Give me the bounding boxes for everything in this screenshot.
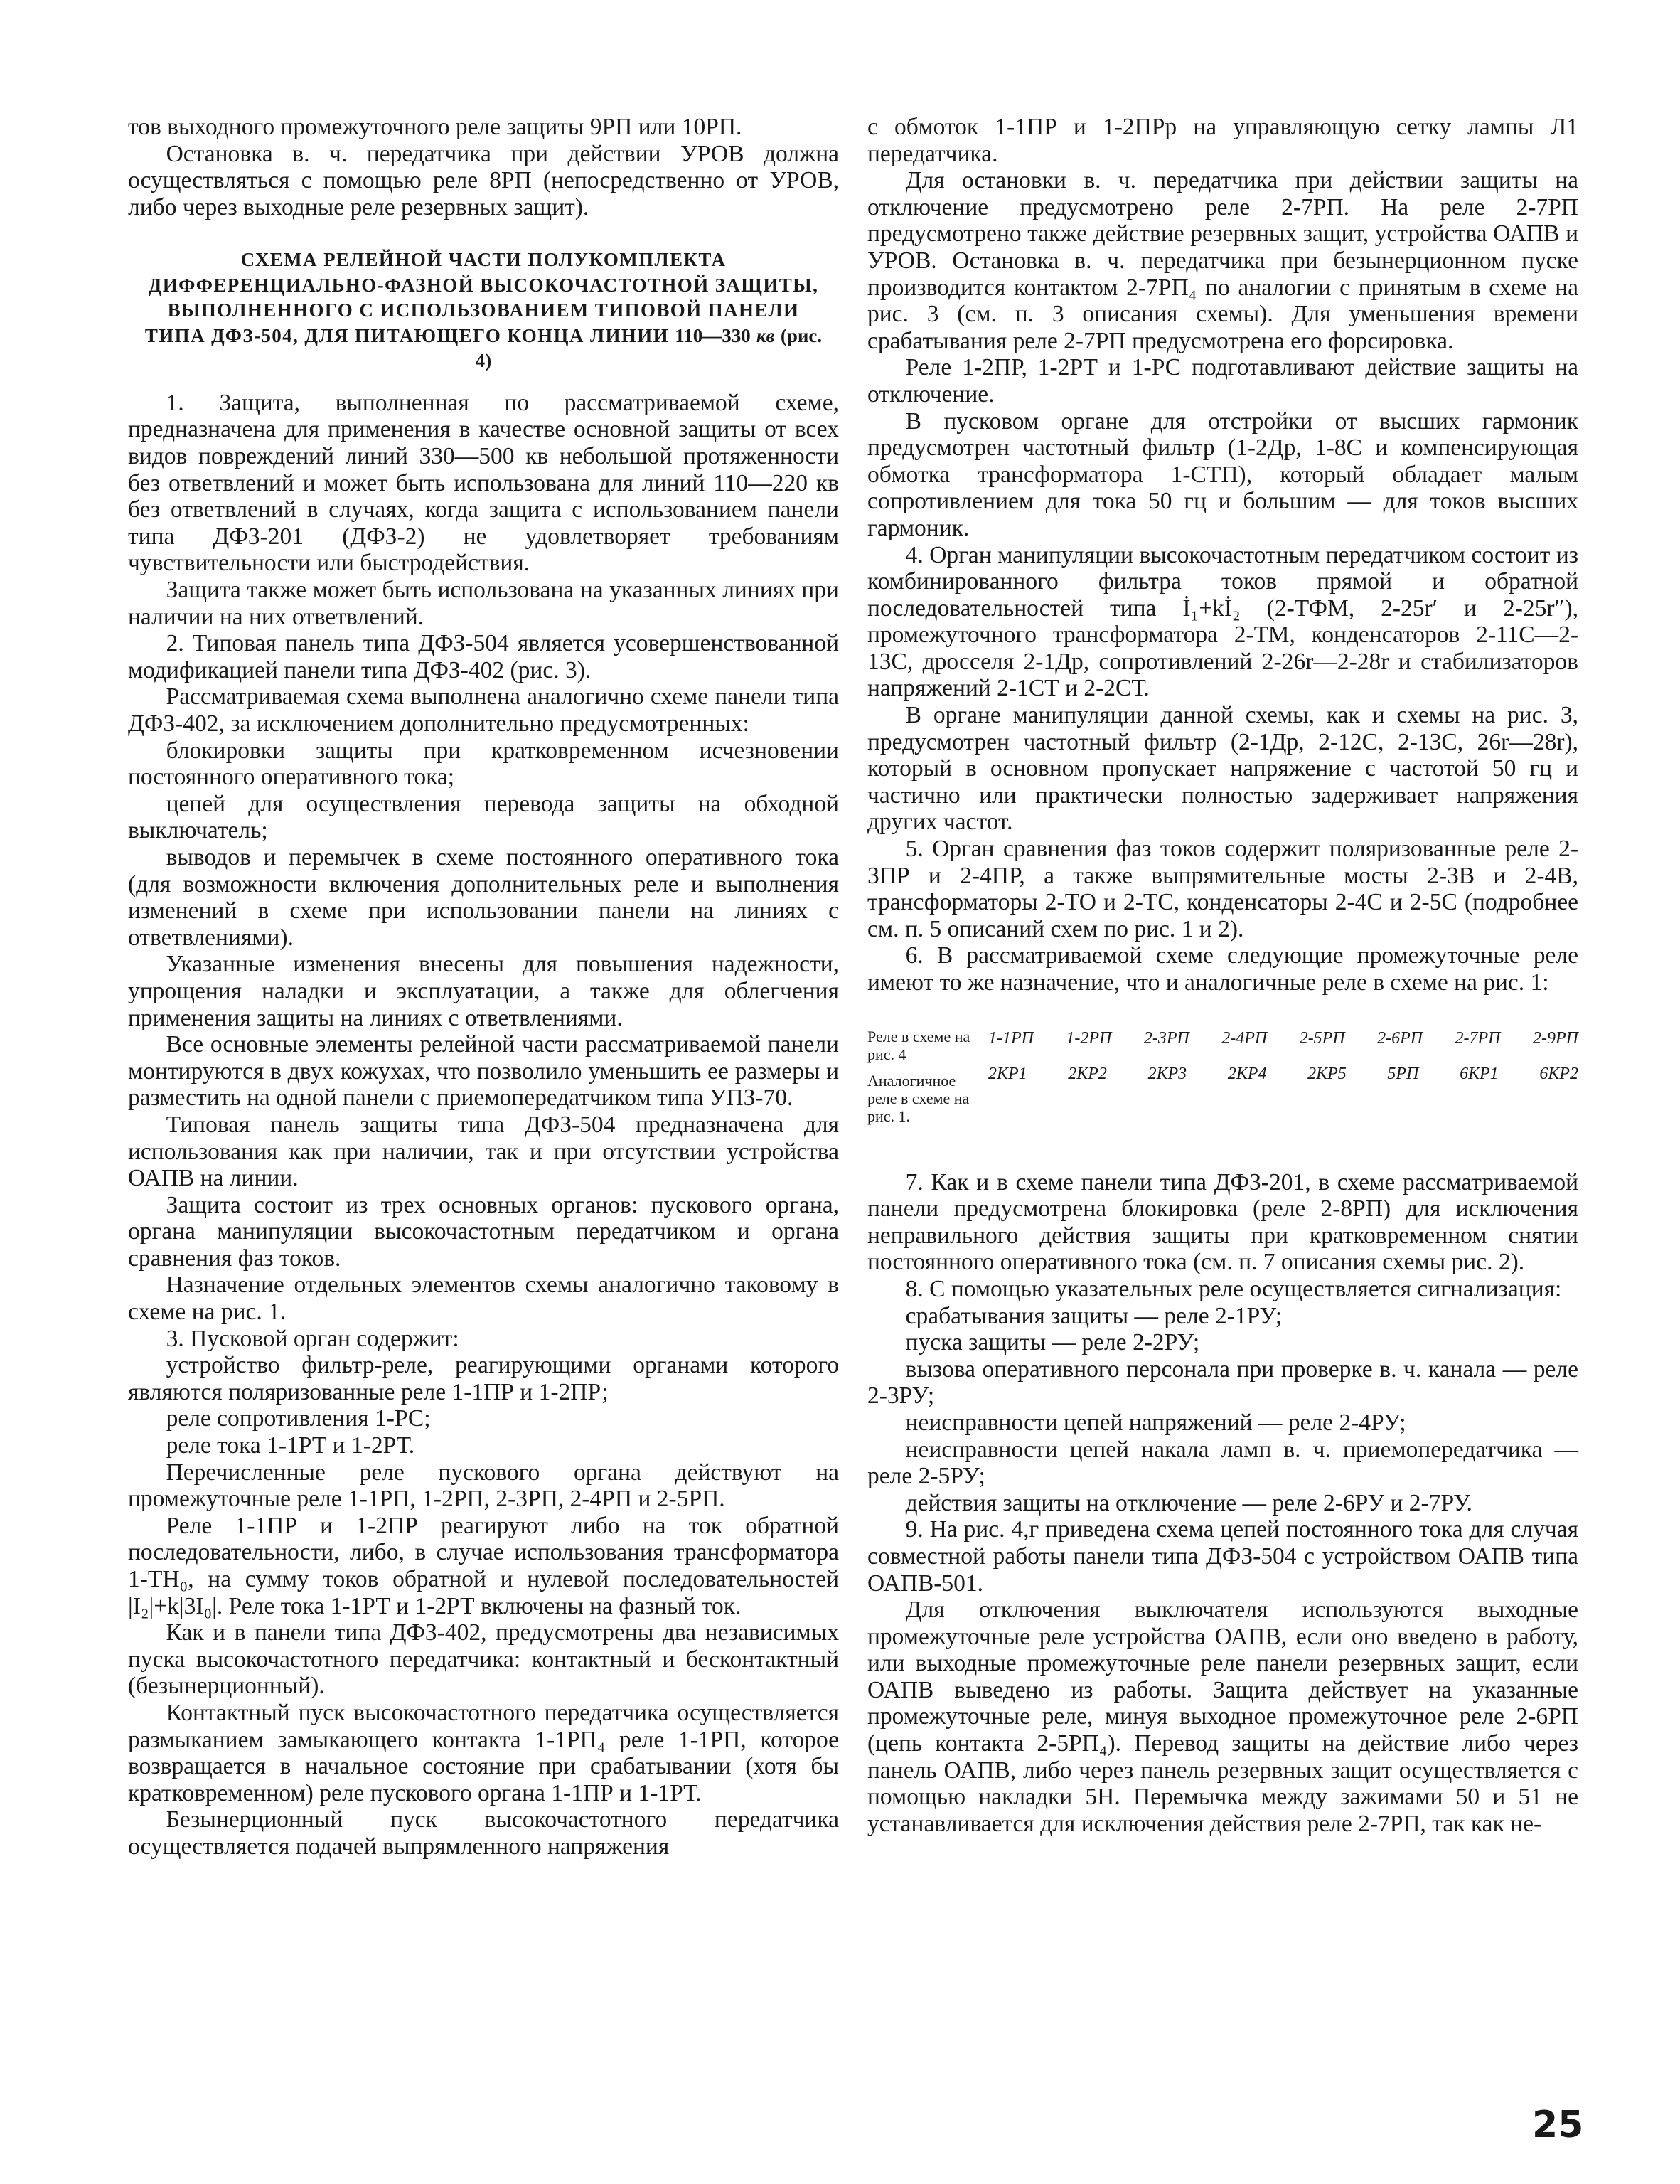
paragraph: Реле 1-2ПР, 1-2РТ и 1-РС подготавливают действие защиты на отключение. <box>867 354 1578 407</box>
list-item: реле тока 1-1РТ и 1-2РТ. <box>166 1432 415 1459</box>
paragraph: 5. Орган сравнения фаз токов содержит поляризованные реле 2-3ПР и 2-4ПР, а также выпрямительные мосты 2-3В и 2-4В, трансформаторы 2-ТО и 2-ТС, конденсаторы 2-4С и 2-5С (подробнее см. п. 5 описаний схем по рис. 1 и 2). <box>867 836 1578 942</box>
table-cell: 2КР5 <box>1307 1064 1347 1083</box>
paragraph: Для отключения выключателя используются выходные промежуточные реле устройства ОАПВ, если оно введено в работу, или выходные промежуточные реле панели резервных защит, если ОАПВ выведено из работы. Защита действует на указанные промежуточные реле, минуя выходное промежуточное реле 2-6РП (цепь контакта 2-5РП₄). Перевод защиты на действие либо через панель ОАПВ, либо через панель резервных защит осуществляется с помощью накладки 5Н. Перемычка между зажимами 50 и 51 не устанавливается для исключения действия реле 2-7РП, так как не- <box>867 1597 1578 1837</box>
paragraph: 1. Защита, выполненная по рассматриваемой схеме, предназначена для применения в качестве основной защиты от всех видов повреждений линий 330—500 кв небольшой протяженности без ответвлений и может быть использована для линий 110—220 кв без ответвлений в случаях, когда защита с использованием панели типа ДФЗ-201 (ДФЗ-2) не удовлетворяет требованиям чувствительности или быстродействия. <box>128 389 839 577</box>
table-cell: 2КР2 <box>1068 1064 1107 1083</box>
table-cell: 2КР4 <box>1227 1064 1267 1083</box>
list-item: срабатывания защиты — реле 2-1РУ; <box>905 1302 1283 1329</box>
list-item: блокировки защиты при кратковременном исчезновении постоянного оперативного тока; <box>128 737 839 791</box>
table-row-labels <box>867 1028 988 1134</box>
table-cell: 2КР1 <box>988 1064 1027 1083</box>
paragraph: 7. Как и в схеме панели типа ДФЗ-201, в схеме рассматриваемой панели предусмотрена блокировка (реле 2-8РП) для исключения неправильного действия защиты при кратковременном снятии постоянного оперативного тока (см. п. 7 описания схемы рис. 2). <box>867 1168 1578 1276</box>
paragraph: 6. В рассматриваемой схеме следующие промежуточные реле имеют то же назначение, что и аналогичные реле в схеме на рис. 1: <box>867 942 1578 996</box>
list-item: пуска защиты — реле 2-2РУ; <box>905 1329 1200 1356</box>
table-cell: 1-1РП <box>988 1028 1034 1048</box>
table-cell: 2-4РП <box>1221 1028 1268 1048</box>
right-column <box>867 114 1578 1837</box>
paragraph: Контактный пуск высокочастотного передатчика осуществляется размыканием замыкающего контакта 1-1РП₄ реле 1-1РП, которое возвращается в начальное состояние при срабатывании (хотя бы кратковременном) реле пускового органа 1-1ПР и 1-1РТ. <box>128 1699 839 1806</box>
paragraph: Остановка в. ч. передатчика при действии УРОВ должна осуществляться с помощью реле 8РП (непосредственно от УРОВ, либо через выходные реле резервных защит). <box>128 140 839 220</box>
section-heading-voltage: 110—330 <box>675 324 751 346</box>
table-cell: 1-2РП <box>1066 1028 1112 1048</box>
paragraph: Все основные элементы релейной части рассматриваемой панели монтируются в двух кожухах, что позволило уменьшить ее размеры и разместить на одной панели с приемопередатчиком типа УПЗ-70. <box>128 1031 839 1112</box>
paragraph: 2. Типовая панель типа ДФЗ-504 является усовершенствованной модификацией панели типа ДФЗ-402 (рис. 3). <box>128 630 839 683</box>
paragraph: 9. На рис. 4,г приведена схема цепей постоянного тока для случая совместной работы панели типа ДФЗ-504 с устройством ОАПВ типа ОАПВ-501. <box>867 1516 1578 1597</box>
list-item: действия защиты на отключение — реле 2-6РУ и 2-7РУ. <box>905 1489 1472 1516</box>
paragraph: Указанные изменения внесены для повышения надежности, упрощения наладки и эксплуатации, а также для облегчения применения защиты на линиях с ответвлениями. <box>128 951 839 1031</box>
paragraph: тов выходного промежуточного реле защиты 9РП или 10РП. <box>128 114 742 140</box>
paragraph: с обмоток 1-1ПР и 1-2ПРр на управляющую сетку лампы Л1 передатчика. <box>867 114 1578 167</box>
paragraph: Реле 1-1ПР и 1-2ПР реагируют либо на ток обратной последовательности, либо, в случае использования трансформатора 1-ТН₀, на сумму токов обратной и нулевой последовательностей |I₂|+k|3I₀|. Реле тока 1-1РТ и 1-2РТ включены на фазный ток. <box>128 1512 839 1619</box>
paragraph: Перечисленные реле пускового органа действуют на промежуточные реле 1-1РП, 1-2РП, 2-3РП, 2-4РП и 2-5РП. <box>128 1459 839 1513</box>
paragraph: Защита также может быть использована на указанных линиях при наличии на них ответвлений. <box>128 577 839 630</box>
paragraph: 4. Орган манипуляции высокочастотным передатчиком состоит из комбинированного фильтра токов прямой и обратной последовательностей типа İ₁+kİ₂ (2-ТФМ, 2-25r′ и 2-25r″), промежуточного трансформатора 2-ТМ, конденсаторов 2-11С—2-13С, дросселя 2-1Др, сопротивлений 2-26r—2-28r и стабилизаторов напряжений 2-1СТ и 2-2СТ. <box>867 541 1578 702</box>
table-row <box>988 1063 1578 1085</box>
table-cell: 2-5РП <box>1299 1028 1345 1048</box>
paragraph: 3. Пусковой орган содержит: <box>166 1325 459 1352</box>
page-number: 25 <box>1532 2104 1584 2146</box>
table-cell: 6КР2 <box>1539 1064 1578 1083</box>
table-cell: 5РП <box>1387 1064 1419 1083</box>
paragraph: Назначение отдельных элементов схемы аналогично таковому в схеме на рис. 1. <box>128 1272 839 1326</box>
section-heading-unit: кв <box>756 324 775 346</box>
table-grid <box>988 1028 1578 1134</box>
table-cell: 2-6РП <box>1377 1028 1423 1048</box>
list-item: вызова оперативного персонала при проверке в. ч. канала — реле 2-3РУ; <box>867 1355 1578 1410</box>
list-item: цепей для осуществления перевода защиты на обходной выключатель; <box>128 790 839 844</box>
list-item: устройство фильтр-реле, реагирующими органами которого являются поляризованные реле 1-1ПР и 1-2ПР; <box>128 1352 839 1405</box>
table-cell: 6КР1 <box>1460 1064 1499 1083</box>
section-heading <box>142 247 825 374</box>
paragraph: Для остановки в. ч. передатчика при действии защиты на отключение предусмотрено реле 2-7РП. На реле 2-7РП предусмотрено также действие резервных защит, устройства ОАПВ и УРОВ. Остановка в. ч. передатчика при безынерционном пуске производится контактом 2-7РП₄ по аналогии с принятым в схеме на рис. 3 (см. п. 3 описания схемы). Для уменьшения времени срабатывания реле 2-7РП предусмотрена его форсировка. <box>867 167 1578 354</box>
left-column <box>128 114 839 1860</box>
section-heading-figure-ref: (рис. 4) <box>475 324 823 372</box>
paragraph: Типовая панель защиты типа ДФЗ-504 предназначена для использования как при наличии, так и при отсутствии устройства ОАПВ на линии. <box>128 1111 839 1192</box>
table-row <box>988 1028 1578 1049</box>
paragraph: Безынерционный пуск высокочастотного передатчика осуществляется подачей выпрямленного напряжения <box>128 1806 839 1860</box>
list-item: неисправности цепей накала ламп в. ч. приемопередатчика — реле 2-5РУ; <box>867 1436 1578 1490</box>
list-item: выводов и перемычек в схеме постоянного оперативного тока (для возможности включения дополнительных реле и выполнения изменений в схеме при использовании панели на линиях с ответвлениями). <box>128 843 839 951</box>
paragraph: В органе манипуляции данной схемы, как и схемы на рис. 3, предусмотрен частотный фильтр (2-1Др, 2-12С, 2-13С, 26r—28r), который в основном пропускает напряжение с частотой 50 гц и частично или практически полностью задерживает напряжения других частот. <box>867 702 1578 836</box>
list-item: реле сопротивления 1-РС; <box>166 1405 431 1432</box>
table-cell: 2КР3 <box>1147 1064 1187 1083</box>
relay-correspondence-table <box>867 1028 1578 1134</box>
section-heading-text: СХЕМА РЕЛЕЙНОЙ ЧАСТИ ПОЛУКОМПЛЕКТА ДИФФЕРЕНЦИАЛЬНО-ФАЗНОЙ ВЫСОКОЧАСТОТНОЙ ЗАЩИТЫ, ВЫПОЛНЕННОГО С ИСПОЛЬЗОВАНИЕМ ТИПОВОЙ ПАНЕЛИ ТИПА ДФЗ-504, ДЛЯ ПИТАЮЩЕГО КОНЦА ЛИНИИ <box>144 249 819 346</box>
paragraph: В пусковом органе для отстройки от высших гармоник предусмотрен частотный фильтр (1-2Др, 1-8С и компенсирующая обмотка трансформатора 1-СТП), который обладает малым сопротивлением для тока 50 гц и большим — для токов высших гармоник. <box>867 407 1578 541</box>
table-label-fig1: Аналогичное реле в схеме на рис. 1. <box>867 1071 970 1125</box>
paragraph: 8. С помощью указательных реле осуществляется сигнализация: <box>905 1275 1562 1302</box>
paragraph: Рассматриваемая схема выполнена аналогично схеме панели типа ДФЗ-402, за исключением дополнительно предусмотренных: <box>128 683 839 737</box>
table-label-fig4: Реле в схеме на рис. 4 <box>867 1027 970 1063</box>
table-cell: 2-9РП <box>1532 1028 1578 1048</box>
table-cell: 2-7РП <box>1455 1028 1501 1048</box>
table-cell: 2-3РП <box>1143 1028 1189 1048</box>
list-item: неисправности цепей напряжений — реле 2-4РУ; <box>905 1409 1406 1436</box>
paragraph: Защита состоит из трех основных органов: пускового органа, органа манипуляции высокочастотным передатчиком и органа сравнения фаз токов. <box>128 1191 839 1272</box>
paragraph: Как и в панели типа ДФЗ-402, предусмотрены два независимых пуска высокочастотного передатчика: контактный и бесконтактный (безынерционный). <box>128 1619 839 1700</box>
